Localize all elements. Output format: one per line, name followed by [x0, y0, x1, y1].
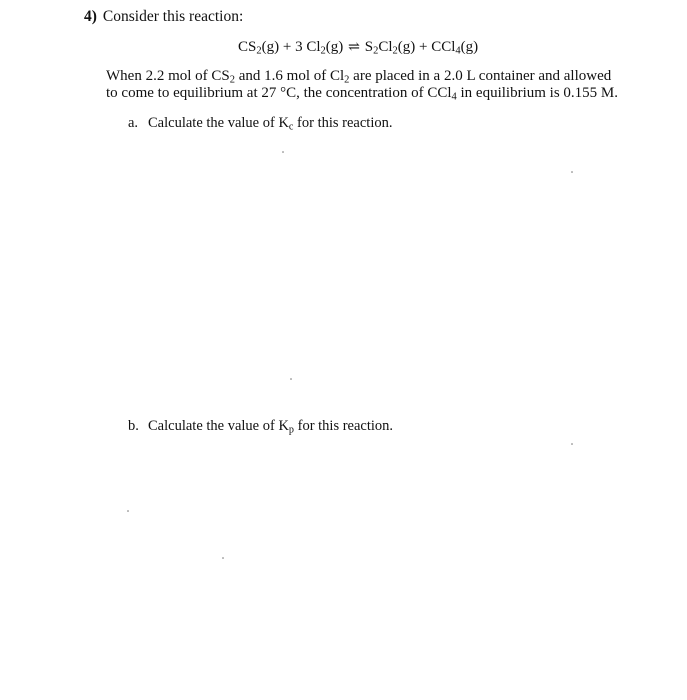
scan-speck	[222, 557, 224, 559]
reactant2-state: (g)	[325, 39, 344, 55]
product2-formula: CCl	[431, 39, 456, 55]
problem-text: When 2.2 mol of CS	[106, 68, 230, 84]
product1-cl-subscript: 2	[392, 45, 398, 57]
problem-text: are placed in a 2.0 L container and allowed	[349, 68, 612, 84]
part-b-text: Calculate the value of K	[148, 418, 289, 434]
plus-coefficient: + 3	[279, 39, 307, 55]
scan-speck	[571, 171, 573, 173]
reactant1-subscript: 2	[256, 45, 262, 57]
reactant2-formula: Cl	[306, 39, 321, 55]
product1-state: (g)	[397, 39, 416, 55]
part-a-tail: for this reaction.	[293, 115, 393, 131]
reaction-equation	[238, 39, 478, 56]
reactant1-formula: CS	[238, 39, 257, 55]
scan-speck	[290, 378, 292, 380]
part-a-prompt	[128, 115, 392, 132]
question-number: 4)	[84, 8, 97, 25]
product1-formula-s: S	[364, 39, 374, 55]
problem-line-2	[106, 85, 619, 103]
reactant2-subscript: 2	[320, 45, 326, 57]
plus-sign: +	[415, 39, 432, 55]
equilibrium-arrow-icon: ⇌	[348, 39, 360, 55]
problem-line-1	[106, 68, 612, 86]
product1-s-subscript: 2	[373, 45, 379, 57]
subscript: 4	[451, 91, 457, 103]
problem-text: to come to equilibrium at 27 °C, the concentration of CCl	[106, 85, 452, 101]
scan-speck	[127, 510, 129, 512]
part-b-prompt	[128, 418, 393, 435]
subscript: 2	[229, 74, 235, 86]
part-a-label: a.	[128, 115, 139, 131]
question-intro: Consider this reaction:	[102, 8, 244, 25]
problem-statement	[106, 68, 619, 103]
part-b-subscript: p	[288, 424, 294, 436]
scan-speck	[571, 443, 573, 445]
part-b-label: b.	[128, 418, 139, 434]
product2-subscript: 4	[455, 45, 461, 57]
product2-state: (g)	[460, 39, 479, 55]
problem-text: and 1.6 mol of Cl	[235, 68, 345, 84]
product1-formula-cl: Cl	[378, 39, 393, 55]
reactant1-state: (g)	[261, 39, 280, 55]
part-a-subscript: c	[288, 121, 294, 133]
scan-speck	[282, 151, 284, 153]
question-header	[84, 8, 243, 26]
part-b-tail: for this reaction.	[293, 418, 394, 434]
problem-text: in equilibrium is 0.155 M.	[456, 85, 619, 101]
subscript: 2	[344, 74, 350, 86]
part-a-text: Calculate the value of K	[148, 115, 289, 131]
